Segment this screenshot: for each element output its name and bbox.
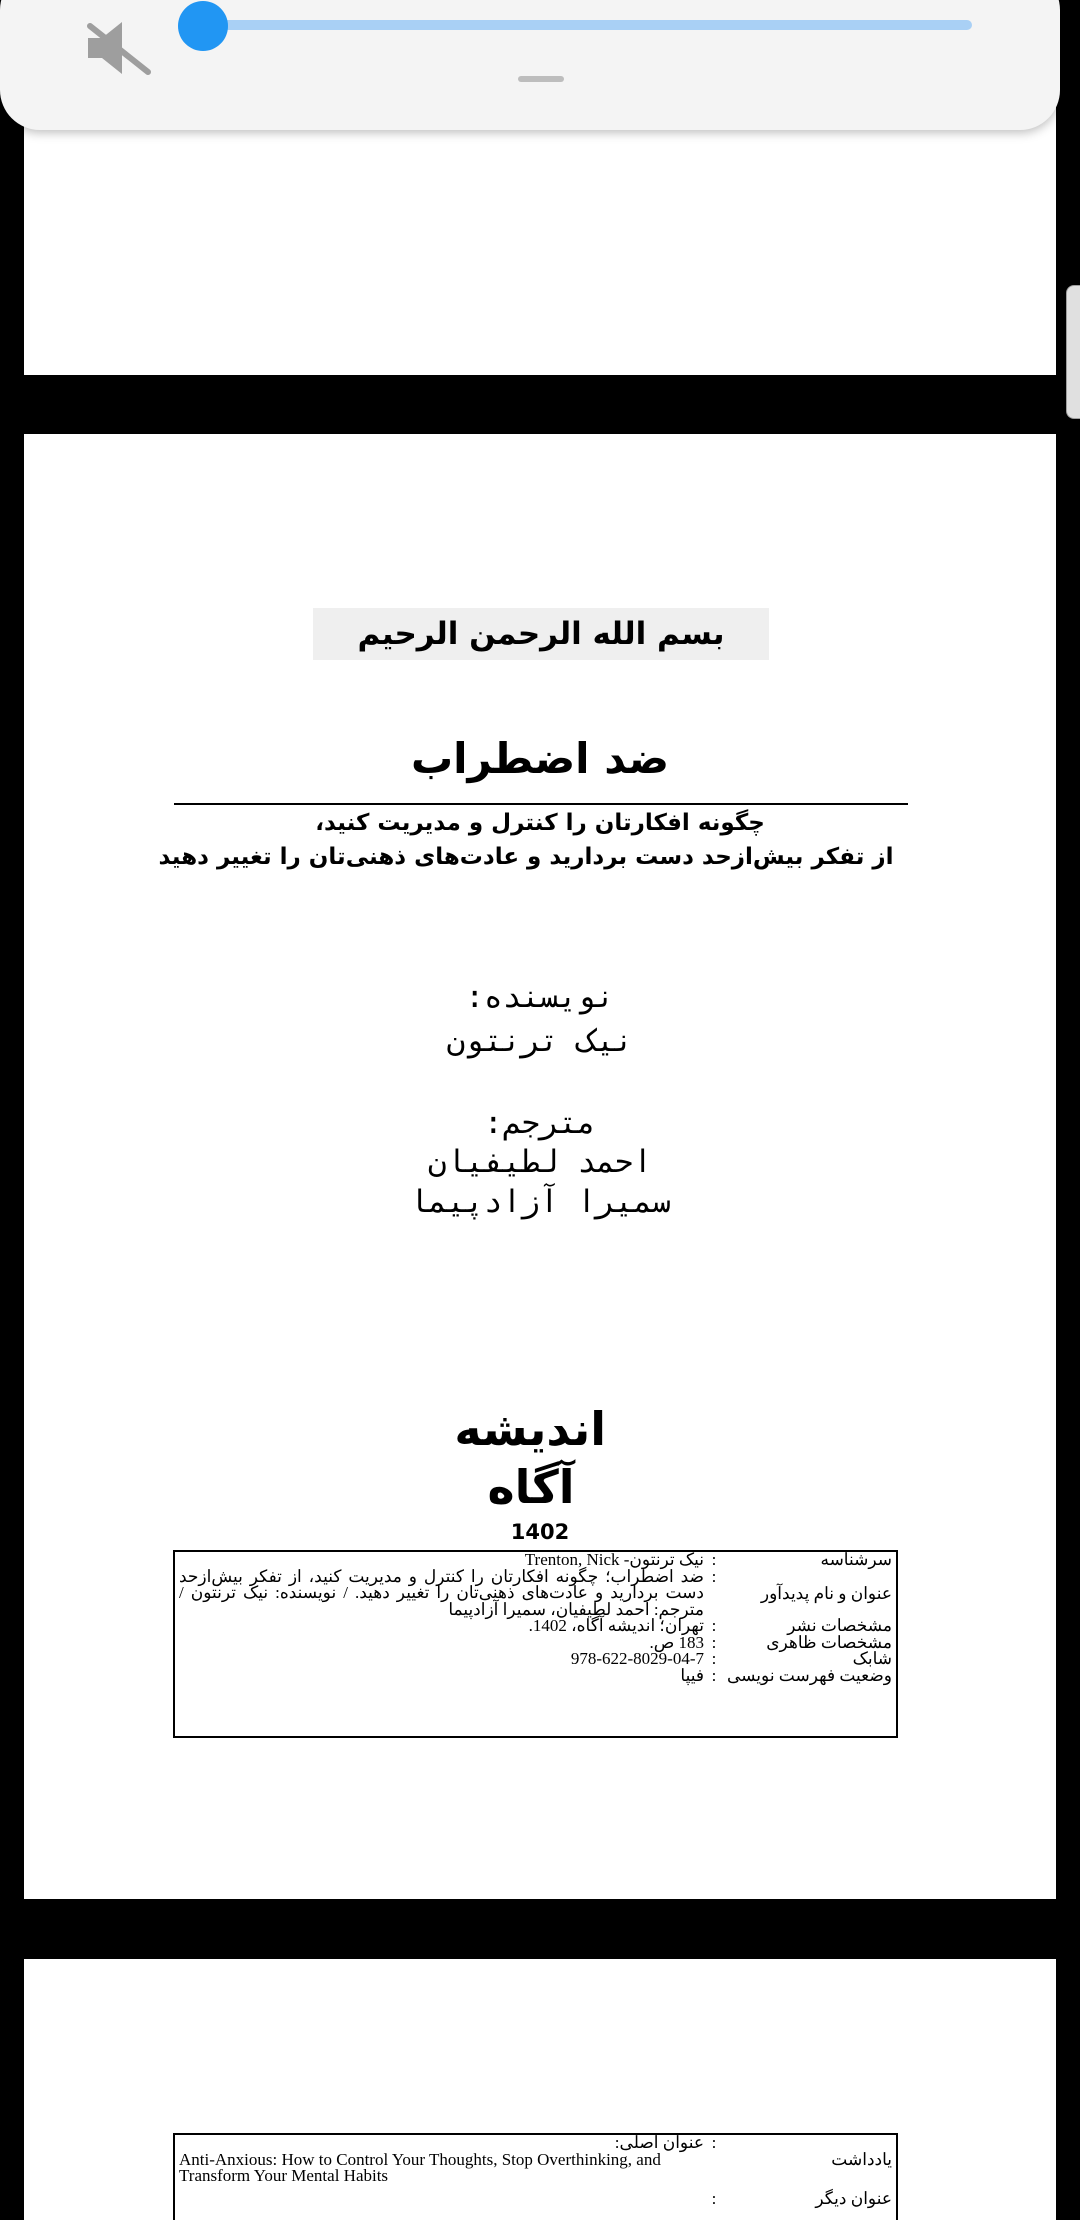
fast-scroll-handle[interactable]: [1066, 285, 1080, 419]
cip-label: یادداشت: [831, 2150, 892, 2169]
cip-colon: :: [711, 2188, 717, 2208]
volume-slider-thumb[interactable]: [178, 1, 228, 51]
cip-value-heading: عنوان اصلی:: [614, 2133, 704, 2152]
volume-slider-track[interactable]: [204, 20, 972, 30]
cip-label: مشخصات نشر: [787, 1616, 892, 1635]
translator-label: مترجم:: [484, 1105, 596, 1141]
cip-colon: :: [711, 1649, 717, 1668]
book-title: ضد اضطراب: [410, 734, 670, 783]
cip-label: عنوان دیگر: [815, 2188, 892, 2208]
cip-value: 183 ص.: [649, 1632, 704, 1652]
cip-label: سرشناسه: [820, 1550, 892, 1569]
cip-label: وضعیت فهرست نویسی: [726, 1665, 892, 1685]
cip-value: ضد اضطراب؛ چگونه افکارتان را کنترل و مدیریت کنید، از تفکر بیش‌ازحد دست بردارید و عادت‌های ذهنی‌تان را تغییر دهید. / نویسنده: نیک ترنتون / مترجم: احمد لطیفیان، سمیرا آزادپیما: [179, 1566, 704, 1619]
publisher-logo-line-1: اندیشه: [454, 1402, 606, 1456]
panel-drag-handle[interactable]: [518, 76, 564, 82]
cip-row: [175, 1566, 896, 1619]
cip-row: [175, 1665, 896, 1685]
translator-name-2: سمیرا آزادپیما: [409, 1184, 671, 1220]
cip-colon: :: [711, 1632, 717, 1652]
cip-value: [175, 2191, 704, 2208]
publisher-logo: [456, 1400, 606, 1516]
translator-name-1: احمد لطیفیان: [428, 1144, 652, 1180]
cip-value: نیک ترنتون- Trenton, Nick: [524, 1550, 704, 1569]
cataloging-table: [173, 1550, 898, 1738]
cataloging-table-continued: [173, 2133, 898, 2220]
cip-value: تهران؛ اندیشه آگاه، 1402.: [528, 1616, 704, 1635]
cip-colon: :: [711, 1616, 717, 1635]
cip-label: شابک: [852, 1649, 892, 1668]
book-subtitle-line-2: از تفکر بیش‌ازحد دست بردارید و عادت‌های ذهنی‌تان را تغییر دهید: [158, 844, 894, 870]
cip-value: فیپا: [680, 1665, 704, 1685]
volume-off-icon[interactable]: [84, 20, 154, 76]
volume-panel: [0, 0, 1060, 130]
cip-colon: :: [711, 1566, 717, 1586]
original-title: Anti-Anxious: How to Control Your Thoughts, Stop Overthinking, and Transform Your Mental Habits: [179, 2149, 661, 2185]
cip-row: [175, 2135, 896, 2185]
cip-row: [175, 1632, 896, 1652]
cip-value: 978-622-8029-04-7: [570, 1649, 704, 1668]
cip-row: [175, 2188, 896, 2208]
cip-value: [175, 2135, 704, 2185]
author-name: نیک ترنتون: [446, 1023, 634, 1059]
document-page-3: [24, 1959, 1056, 2220]
title-divider: [174, 803, 908, 805]
basmala-heading: بسم الله الرحمن الرحیم: [313, 608, 769, 660]
book-subtitle-line-1: چگونه افکارتان را کنترل و مدیریت کنید،: [315, 810, 765, 836]
cip-label: مشخصات ظاهری: [766, 1632, 892, 1652]
cip-colon: :: [711, 1665, 717, 1685]
cip-colon: :: [711, 1550, 717, 1569]
cip-label: عنوان و نام پدیدآور: [760, 1583, 892, 1603]
publisher-logo-line-2: آگاه: [487, 1460, 575, 1514]
publication-year: 1402: [510, 1520, 570, 1544]
author-label: نویسنده:: [465, 979, 615, 1015]
cip-colon: :: [711, 2133, 717, 2152]
document-page-2: [24, 434, 1056, 1899]
